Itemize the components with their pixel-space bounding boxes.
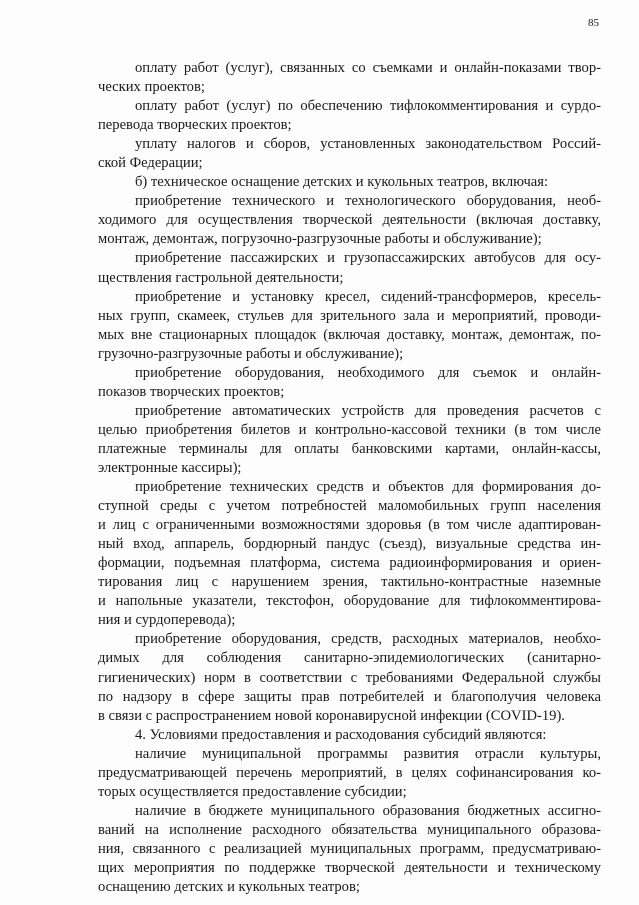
text-line: приобретение технического и технологического оборудования, необ- [135,193,601,210]
text-line: электронные кассиры); [98,459,242,476]
paragraph [98,192,601,249]
text-line: оплату работ (услуг), связанных со съемками и онлайн-показами твор- [135,60,601,76]
text-line: приобретение оборудования, необходимого для съемок и онлайн- [135,364,601,381]
text-line: приобретение оборудования, средств, расходных материалов, необхо- [135,631,601,648]
text-line: ходимого для осуществления творческой деятельности (включая доставку, [98,212,601,229]
text-line: приобретение автоматических устройств для проведения расчетов с [135,402,601,419]
text-line: ния, связанного с реализацией муниципальных программ, предусматриваю- [98,840,601,857]
text-line: оплату работ (услуг) по обеспечению тифлокомментирования и сурдо- [135,98,601,115]
paragraph [98,173,601,192]
paragraph [98,288,601,364]
text-line: предусматривающей перечень мероприятий, в целях софинансирования ко- [98,764,601,781]
text-line: щих мероприятия по поддержке творческой деятельности и техническому [98,859,601,876]
text-line: ваний на исполнение расходного обязательства муниципального образова- [98,821,601,838]
text-line: ской Федерации; [98,155,203,172]
text-line: ных групп, скамеек, стульев для зрительного зала и мероприятий, проводи- [98,307,601,324]
text-line: платежные терминалы для оплаты банковскими картами, онлайн-кассы, [98,440,601,457]
text-line: мых вне стационарных площадок (включая доставку, монтаж, демонтаж, по- [98,326,601,343]
text-line: б) техническое оснащение детских и кукольных театров, включая: [135,174,549,191]
text-line: приобретение пассажирских и грузопассажирских автобусов для осу- [135,250,601,267]
paragraph [98,249,601,287]
paragraph [98,726,601,745]
text-line: димых для соблюдения санитарно-эпидемиологических (санитарно- [98,650,601,667]
text-line: грузочно-разгрузочные работы и обслуживание); [98,345,404,362]
text-line: ческих проектов; [98,79,205,96]
text-line: ный вход, аппарель, бордюрный пандус (съезд), визуальные средства ин- [98,536,601,553]
text-line: перевода творческих проектов; [98,117,292,134]
paragraph [98,745,601,802]
text-line: показов творческих проектов; [98,383,285,400]
text-line: приобретение и установку кресел, сидений-трансформеров, кресель- [135,288,601,305]
paragraph [98,135,601,173]
text-line: уплату налогов и сборов, установленных законодательством Россий- [135,136,601,153]
text-line: наличие муниципальной программы развития отрасли культуры, [135,745,601,762]
text-line: наличие в бюджете муниципального образования бюджетных ассигно- [135,802,601,819]
text-line: целью приобретения билетов и контрольно-кассовой техники (в том числе [98,421,601,438]
text-line: торых осуществляется предоставление субсидии; [98,783,407,800]
paragraph [98,59,601,97]
text-line: монтаж, демонтаж, погрузочно-разгрузочные работы и обслуживание); [98,231,542,248]
text-line: ния и сурдоперевода); [98,612,236,629]
text-line: приобретение технических средств и объектов для формирования до- [135,479,601,496]
text-line: по надзору в сфере защиты прав потребителей и благополучия человека [98,688,601,705]
text-line: формации, подъемная платформа, система радиоинформирования и ориен- [98,555,601,572]
text-line: и лиц с ограниченными возможностями здоровья (в том числе адаптирован- [98,517,601,534]
text-line: и напольные указатели, текстофон, оборудование для тифлокомментирова- [98,593,601,610]
paragraph [98,402,601,478]
paragraph [98,364,601,402]
body-text [98,59,601,897]
text-line: ступной среды с учетом потребностей маломобильных групп населения [98,498,601,515]
paragraph [98,478,601,630]
text-line: оснащению детских и кукольных театров; [98,879,360,896]
paragraph [98,802,601,897]
text-line: тирования лиц с нарушением зрения, тактильно-контрастные наземные [98,574,601,591]
paragraph [98,97,601,135]
text-line: в связи с распространением новой коронавирусной инфекции (COVID-19). [98,707,565,724]
paragraph [98,630,601,725]
text-line: ществления гастрольной деятельности; [98,269,344,286]
text-line: 4. Условиями предоставления и расходования субсидий являются: [135,726,547,743]
page-number: 85 [588,17,599,29]
text-line: гигиенических) норм в соответствии с требованиями Федеральной службы [98,669,601,686]
